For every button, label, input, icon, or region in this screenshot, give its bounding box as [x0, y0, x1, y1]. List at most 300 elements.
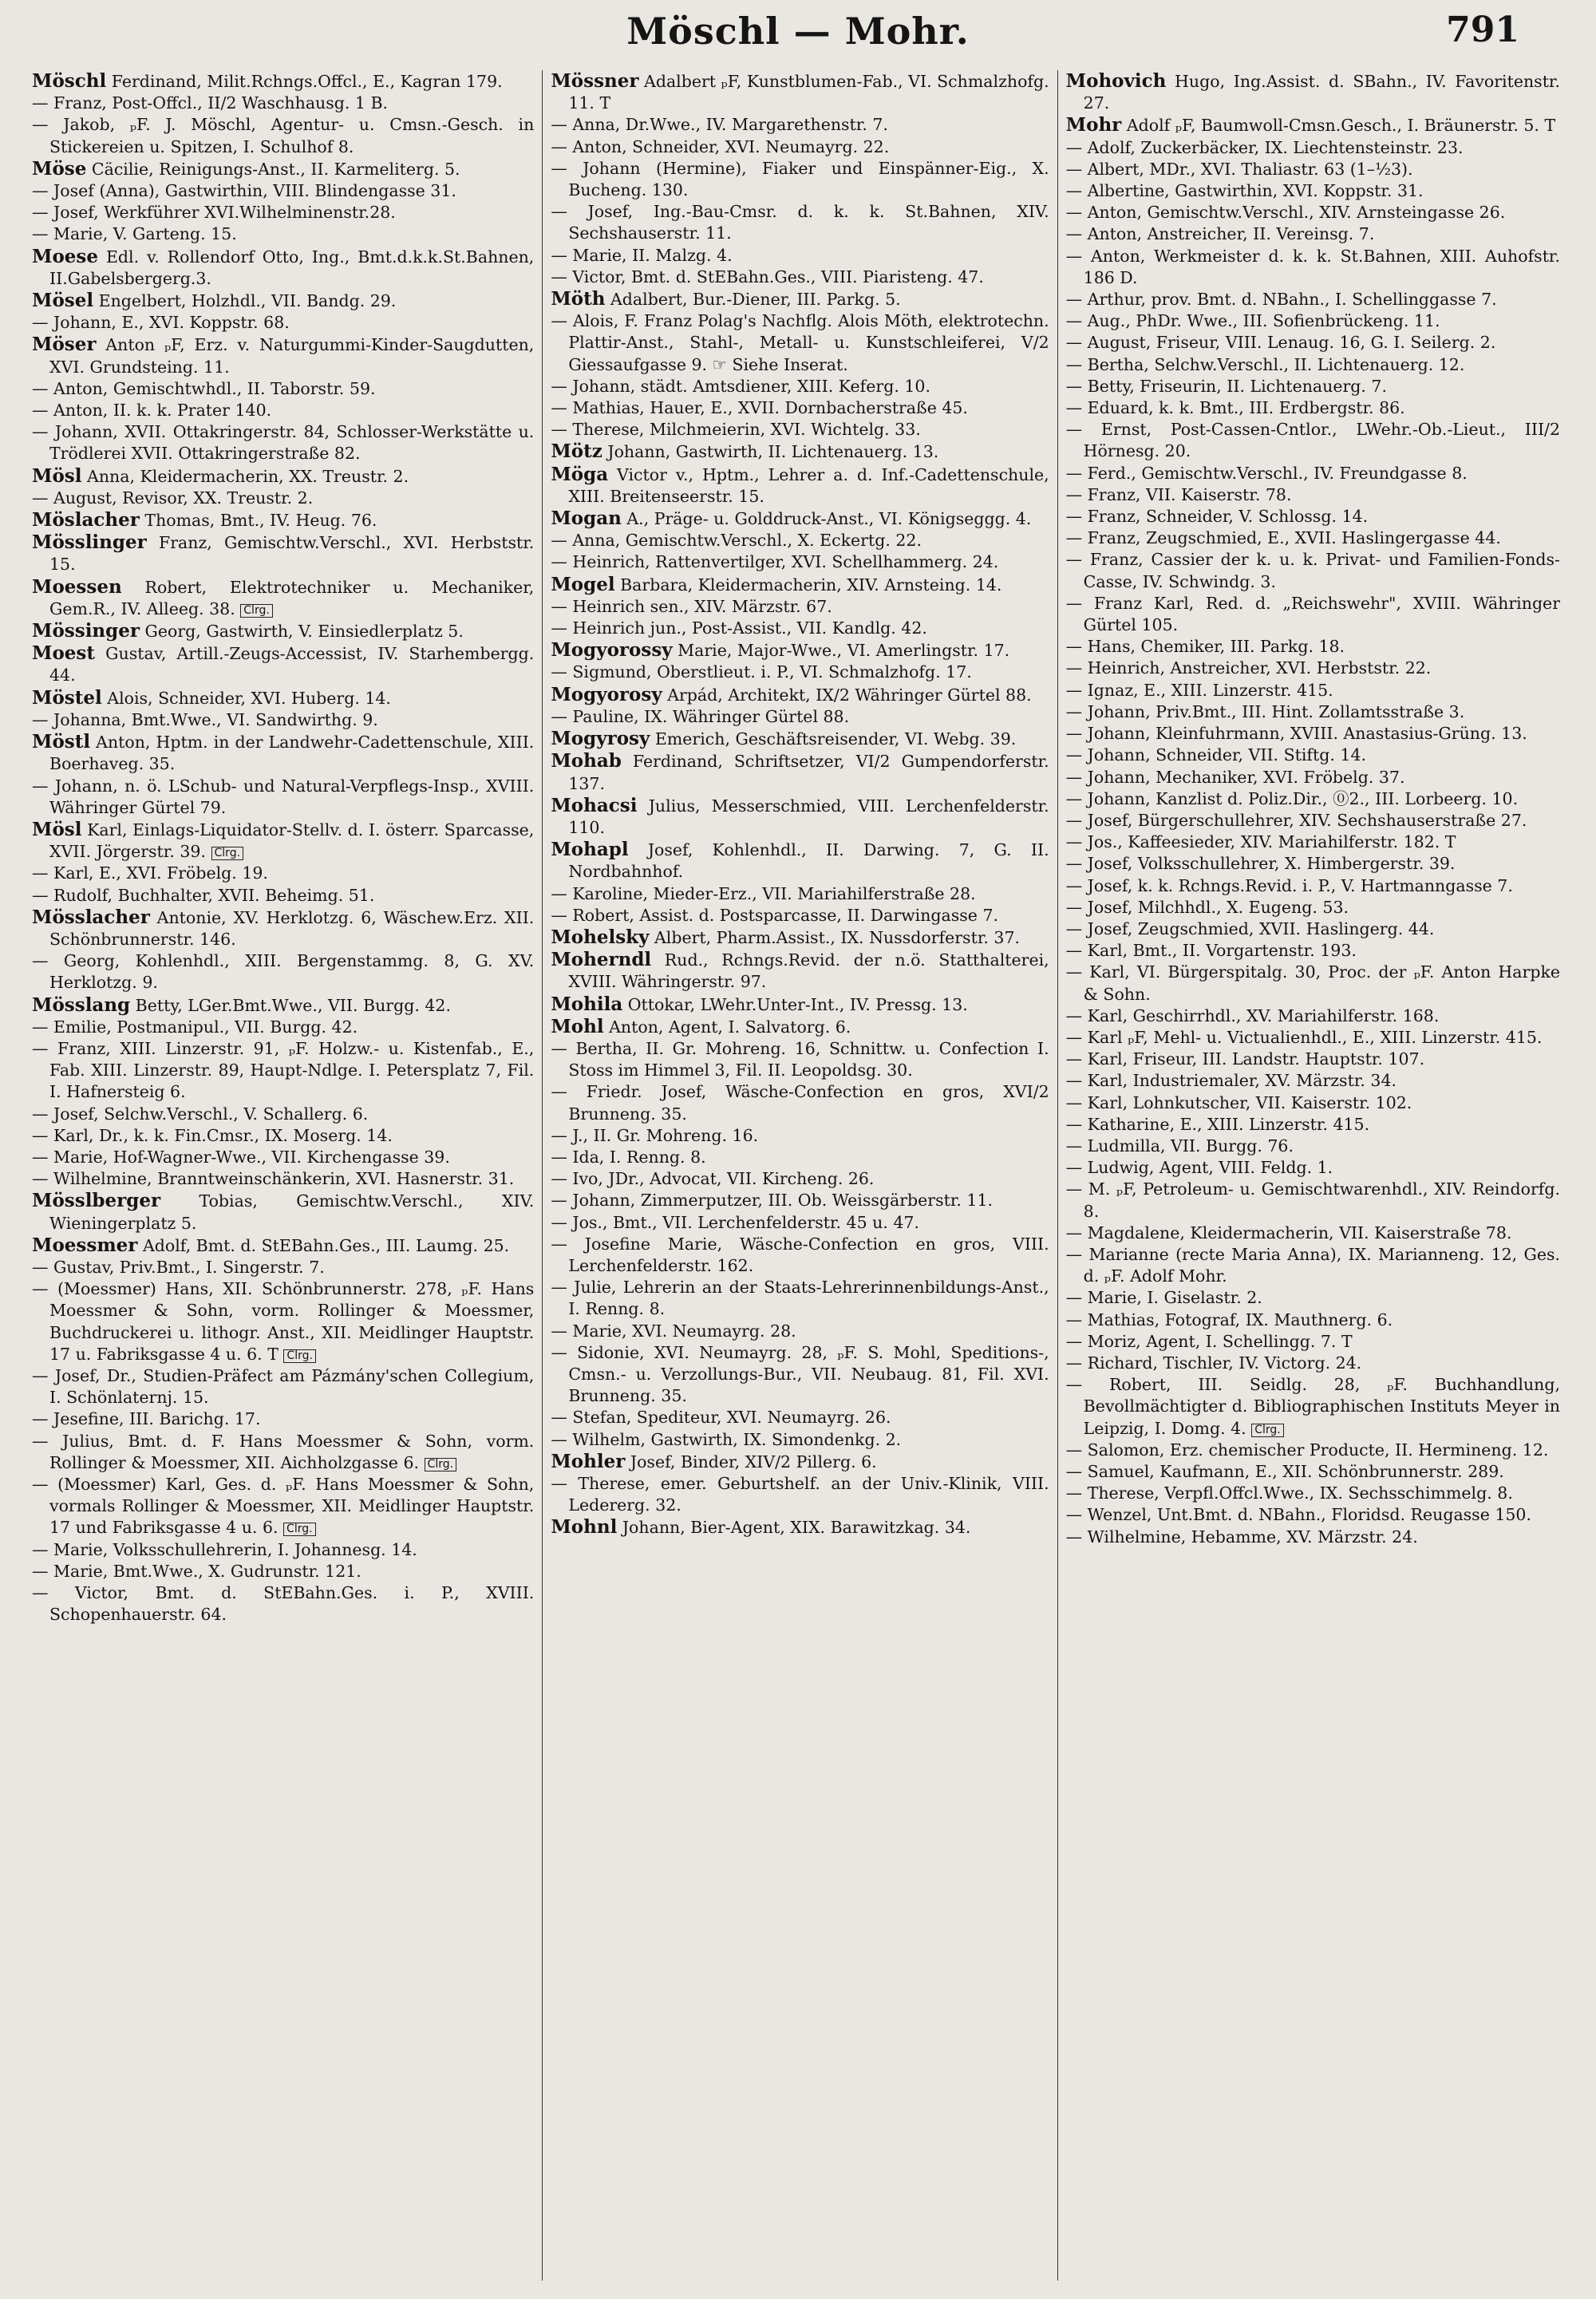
directory-entry [1066, 897, 1560, 918]
entry-text: — Ludwig, Agent, VIII. Feldg. 1. [1065, 1158, 1333, 1178]
directory-entry [32, 1104, 534, 1125]
directory-entry [551, 310, 1049, 376]
entry-text: — Marie, V. Garteng. 15. [32, 224, 237, 244]
directory-entry [551, 1407, 1049, 1428]
directory-entry [551, 530, 1049, 551]
directory-entry [551, 376, 1049, 397]
entry-surname: Mogyorosy [551, 683, 662, 705]
entry-text: — Samuel, Kaufmann, E., XII. Schönbrunnerstr. 289. [1065, 1462, 1504, 1481]
directory-entry [32, 1278, 534, 1365]
directory-entry [551, 1321, 1049, 1342]
entry-text: — Johann, städt. Amtsdiener, XIII. Keferg. 10. [551, 376, 930, 396]
entry-text: — Johann, Kleinfuhrmann, XVIII. Anastasius-Grüng. 13. [1065, 724, 1527, 744]
directory-entry [551, 949, 1049, 993]
directory-entry [1066, 527, 1560, 549]
directory-entry [551, 1212, 1049, 1234]
directory-entry [1066, 962, 1560, 1005]
directory-entry [1066, 832, 1560, 853]
directory-entry [551, 926, 1049, 949]
directory-entry [32, 731, 534, 775]
entry-text: — Josef, Volksschullehrer, X. Himbergerstr. 39. [1065, 854, 1456, 874]
entry-text: — Johann, Zimmerputzer, III. Ob. Weissgärberstr. 11. [551, 1191, 994, 1211]
directory-entry [1066, 1374, 1560, 1440]
directory-entry [32, 1408, 534, 1430]
entry-text: Adalbert, Bur.-Diener, III. Parkg. 5. [605, 290, 901, 310]
directory-entry [551, 158, 1049, 201]
entry-surname: Mohelsky [551, 926, 650, 948]
entry-surname: Mösel [32, 290, 94, 312]
entry-text: Alois, Schneider, XVI. Huberg. 14. [101, 688, 391, 708]
directory-entry [1066, 114, 1560, 136]
directory-entry [32, 1582, 534, 1625]
directory-entry [1066, 701, 1560, 723]
directory-entry [1066, 70, 1560, 114]
entry-text: — Sidonie, XVI. Neumayrg. 28, ₚF. S. Mohl, Speditions-, Cmsn.- u. Verzollungs-Bur., VII. Neubaug. 81, Fil. XVI. Brunneng. 35. [551, 1342, 1049, 1406]
entry-text: — Franz, XIII. Linzerstr. 91, ₚF. Holzw.- u. Kistenfab., E., Fab. XIII. Linzerstr. 89, Haupt-Ndlge. I. Petersplatz 7, Fil. I. Hafnersteig 6. [32, 1038, 535, 1102]
entry-text: — Sigmund, Oberstlieut. i. P., VI. Schmalzhofg. 17. [551, 662, 972, 682]
entry-text: — Alois, F. Franz Polag's Nachflg. Alois Möth, elektrotechn. Plattir-Anst., Stahl-, Metall- u. Kunstschleiferei, V/2 Giessaufgasse 9. ☞ Siehe Inserat. [551, 311, 1049, 374]
entry-text: Marie, Major-Wwe., VI. Amerlingstr. 17. [672, 641, 1010, 661]
directory-entry [551, 728, 1049, 750]
entry-text: — Karl, Lohnkutscher, VII. Kaiserstr. 102. [1065, 1092, 1412, 1112]
directory-entry [551, 1473, 1049, 1516]
directory-entry [1066, 767, 1560, 788]
entry-text: — Johann, Schneider, VII. Stiftg. 14. [1065, 745, 1367, 765]
entry-text: Julius, Messerschmied, VIII. Lerchenfelderstr. 110. [568, 796, 1049, 837]
entry-surname: Mohler [551, 1450, 626, 1472]
directory-entry [1066, 202, 1560, 223]
directory-entry [32, 202, 534, 223]
directory-entry [32, 1038, 534, 1104]
directory-entry [551, 267, 1049, 288]
entry-text: — Bertha, II. Gr. Mohreng. 16, Schnittw. u. Confection I. Stoss im Himmel 3, Fil. II. Leopoldsg. 30. [551, 1038, 1049, 1080]
entry-surname: Mohapl [551, 839, 629, 861]
entry-text: Anton, Hptm. in der Landwehr-Cadettenschule, XIII. Boerhaveg. 35. [49, 733, 535, 774]
entry-text: — Bertha, Selchw.Verschl., II. Lichtenauerg. 12. [1065, 354, 1465, 374]
entry-text: Ottokar, LWehr.Unter-Int., IV. Pressg. 13. [622, 994, 968, 1014]
entry-text: Antonie, XV. Herklotzg. 6, Wäschew.Erz. XII. Schönbrunnerstr. 146. [49, 907, 535, 949]
directory-entry [1066, 1070, 1560, 1092]
directory-columns [32, 70, 1560, 2281]
column-3 [1057, 70, 1560, 2281]
directory-entry [551, 464, 1049, 508]
entry-text: — Julie, Lehrerin an der Staats-Lehrerinnenbildungs-Anst., I. Renng. 8. [551, 1278, 1049, 1319]
entry-text: — Johann, XVII. Ottakringerstr. 84, Schlosser-Werkstätte u. Trödlerei XVII. Ottakringerstraße 82. [32, 422, 535, 464]
entry-text: — Josef, Zeugschmied, XVII. Haslingerg. 44. [1065, 918, 1435, 938]
directory-entry [1066, 506, 1560, 527]
column-2 [542, 70, 1057, 2281]
entry-text: — Josef, k. k. Rchngs.Revid. i. P., V. Hartmanngasse 7. [1065, 875, 1513, 895]
entry-text: — Victor, Bmt. d. StEBahn.Ges. i. P., XVIII. Schopenhauerstr. 64. [32, 1583, 535, 1625]
directory-entry [1066, 1179, 1560, 1222]
directory-entry [32, 378, 534, 400]
entry-surname: Mösslacher [32, 906, 150, 928]
entry-text: — Anna, Gemischtw.Verschl., X. Eckertg. 22. [551, 531, 922, 551]
directory-entry [551, 1016, 1049, 1038]
entry-text: Franz, Gemischtw.Verschl., XVI. Herbststr. 15. [49, 533, 535, 575]
entry-text: — Richard, Tischler, IV. Victorg. 24. [1065, 1353, 1362, 1373]
entry-surname: Mohab [551, 750, 622, 772]
entry-text: Robert, Elektrotechniker u. Mechaniker, Gem.R., IV. Alleeg. 38. [49, 577, 535, 618]
directory-entry [551, 905, 1049, 926]
directory-entry [1066, 1287, 1560, 1309]
directory-entry [551, 397, 1049, 419]
entry-text: — Jos., Kaffeesieder, XIV. Mariahilferstr. 182. T [1065, 832, 1456, 852]
entry-text: — Mathias, Hauer, E., XVII. Dornbacherstraße 45. [551, 398, 968, 418]
entry-text: Barbara, Kleidermacherin, XIV. Arnsteing. 14. [614, 575, 1002, 595]
entry-surname: Möga [551, 463, 609, 485]
entry-text: — Johann, E., XVI. Koppstr. 68. [32, 313, 290, 333]
directory-entry [551, 883, 1049, 905]
entry-text: — Johann, Mechaniker, XVI. Fröbelg. 37. [1065, 767, 1405, 787]
entry-text: — (Moessmer) Karl, Ges. d. ₚF. Hans Moessmer & Sohn, vormals Rollinger & Moessmer, XII. Meidlinger Hauptstr. 17 und Fabriksgasse 4 u. 6. [32, 1475, 535, 1538]
entry-text: — Ernst, Post-Cassen-Cntlor., LWehr.-Ob.-Lieut., III/2 Hörnesg. 20. [1065, 420, 1560, 461]
entry-surname: Möstl [32, 731, 91, 753]
entry-text: Emerich, Geschäftsreisender, VI. Webg. 39. [650, 729, 1017, 749]
entry-surname: Mösslberger [32, 1190, 161, 1212]
entry-text: — Ludmilla, VII. Burgg. 76. [1065, 1136, 1294, 1155]
entry-text: — Heinrich, Rattenvertilger, XVI. Schellhammerg. 24. [551, 552, 999, 572]
entry-text: — Marie, XVI. Neumayrg. 28. [551, 1321, 796, 1341]
directory-entry [32, 1017, 534, 1038]
directory-entry [1066, 940, 1560, 962]
directory-entry [32, 334, 534, 377]
directory-entry [32, 620, 534, 642]
directory-entry [1066, 918, 1560, 940]
entry-text: Engelbert, Holzhdl., VII. Bandg. 29. [93, 291, 397, 311]
entry-text: — Anton, Gemischtw.Verschl., XIV. Arnsteingasse 26. [1065, 203, 1506, 223]
directory-entry [1066, 1504, 1560, 1526]
directory-entry [32, 1257, 534, 1278]
directory-entry [551, 1342, 1049, 1408]
entry-text: — Marie, II. Malzg. 4. [551, 245, 733, 265]
directory-entry [551, 508, 1049, 530]
entry-text: — Moriz, Agent, I. Schellingg. 7. T [1065, 1331, 1353, 1351]
entry-text: Adalbert ₚF, Kunstblumen-Fab., VI. Schmalzhofg. 11. T [568, 72, 1049, 113]
entry-text: Victor v., Hptm., Lehrer a. d. Inf.-Cadettenschule, XIII. Breitenseerstr. 15. [568, 464, 1049, 506]
entry-text: — Georg, Kohlenhdl., XIII. Bergenstammg. 8, G. XV. Herklotzg. 9. [32, 951, 535, 993]
directory-entry [1066, 1114, 1560, 1136]
entry-surname: Mogel [551, 573, 615, 595]
directory-entry [1066, 463, 1560, 484]
entry-text: — Robert, III. Seidlg. 28, ₚF. Buchhandlung, Bevollmächtigter d. Bibliographischen Instituts Meyer in Leipzig, I. Domg. 4. [1065, 1375, 1560, 1438]
directory-entry [32, 950, 534, 993]
entry-text: — Ivo, JDr., Advocat, VII. Kircheng. 26. [551, 1169, 875, 1189]
entry-text: — Wilhelmine, Hebamme, XV. Märzstr. 24. [1065, 1527, 1418, 1546]
directory-entry [1066, 137, 1560, 159]
entry-surname: Mötz [551, 440, 602, 463]
directory-entry [551, 70, 1049, 114]
directory-entry [551, 245, 1049, 267]
directory-entry [32, 1431, 534, 1474]
entry-text: — Franz, Cassier der k. u. k. Privat- und Familien-Fonds-Casse, IV. Schwindg. 3. [1065, 550, 1560, 591]
directory-entry [1066, 397, 1560, 419]
entry-text: — Friedr. Josef, Wäsche-Confection en gros, XVI/2 Brunneng. 35. [551, 1082, 1049, 1124]
directory-entry [1066, 875, 1560, 897]
clearing-tag: Clrg. [240, 604, 273, 618]
directory-entry [1066, 376, 1560, 397]
entry-text: — Karl, Industriemaler, XV. Märzstr. 34. [1065, 1071, 1397, 1091]
entry-text: — Jos., Bmt., VII. Lerchenfelderstr. 45 u. 47. [551, 1212, 919, 1232]
entry-surname: Mösl [32, 464, 82, 487]
entry-text: Edl. v. Rollendorf Otto, Ing., Bmt.d.k.k.St.Bahnen, II.Gabelsbergerg.3. [49, 247, 535, 288]
entry-text: — Katharine, E., XIII. Linzerstr. 415. [1065, 1114, 1370, 1134]
directory-entry [1066, 680, 1560, 701]
entry-text: — Karl ₚF, Mehl- u. Victualienhdl., E., XIII. Linzerstr. 415. [1065, 1027, 1543, 1047]
directory-entry [1066, 289, 1560, 310]
entry-text: — Marianne (recte Maria Anna), IX. Marianneng. 12, Ges. d. ₚF. Adolf Mohr. [1065, 1244, 1560, 1286]
entry-surname: Mössner [551, 70, 639, 92]
directory-entry [551, 1147, 1049, 1168]
entry-text: — Franz, Schneider, V. Schlossg. 14. [1065, 507, 1369, 527]
entry-surname: Möslacher [32, 509, 140, 531]
directory-entry [551, 1429, 1049, 1451]
directory-entry [32, 70, 534, 93]
directory-entry [32, 93, 534, 114]
entry-surname: Moessmer [32, 1234, 138, 1256]
entry-text: — Karl, Geschirrhdl., XV. Mariahilferstr. 168. [1065, 1005, 1440, 1025]
directory-entry [551, 551, 1049, 573]
page-number: 791 [1446, 10, 1519, 50]
entry-text: — J., II. Gr. Mohreng. 16. [551, 1125, 759, 1145]
entry-text: A., Präge- u. Golddruck-Anst., VI. Königseggg. 4. [621, 509, 1032, 529]
entry-surname: Möth [551, 288, 606, 310]
clearing-tag: Clrg. [283, 1523, 316, 1536]
directory-entry [551, 596, 1049, 618]
entry-text: Albert, Pharm.Assist., IX. Nussdorferstr. 37. [649, 927, 1020, 947]
page-header [0, 6, 1596, 62]
entry-text: Betty, LGer.Bmt.Wwe., VII. Burgg. 42. [130, 995, 451, 1015]
directory-entry [32, 1539, 534, 1561]
directory-entry [32, 642, 534, 686]
directory-entry [1066, 1461, 1560, 1483]
directory-entry [1066, 1005, 1560, 1027]
entry-surname: Mohovich [1065, 70, 1167, 92]
entry-text: — Therese, emer. Geburtshelf. an der Univ.-Klinik, VIII. Ledererg. 32. [551, 1474, 1049, 1515]
directory-entry [551, 662, 1049, 683]
entry-text: — Karoline, Mieder-Erz., VII. Mariahilferstraße 28. [551, 883, 976, 903]
directory-entry [1066, 549, 1560, 592]
directory-entry [1066, 246, 1560, 289]
directory-entry [551, 684, 1049, 706]
directory-entry [551, 1234, 1049, 1277]
directory-entry [1066, 853, 1560, 875]
directory-entry [551, 1277, 1049, 1320]
entry-text: — Adolf, Zuckerbäcker, IX. Liechtensteinstr. 23. [1065, 137, 1464, 157]
entry-surname: Mösslinger [32, 531, 147, 554]
clearing-tag: Clrg. [425, 1458, 457, 1471]
directory-entry [32, 531, 534, 575]
directory-entry [1066, 1092, 1560, 1114]
entry-text: — August, Friseur, VIII. Lenaug. 16, G. I. Seilerg. 2. [1065, 333, 1496, 353]
entry-text: — Arthur, prov. Bmt. d. NBahn., I. Schellinggasse 7. [1065, 290, 1497, 310]
directory-entry [32, 907, 534, 950]
entry-text: Hugo, Ing.Assist. d. SBahn., IV. Favoritenstr. 27. [1083, 72, 1560, 113]
entry-text: Tobias, Gemischtw.Verschl., XIV. Wieningerplatz 5. [49, 1191, 535, 1233]
entry-text: — Josef, Bürgerschullehrer, XIV. Sechshauserstraße 27. [1065, 810, 1527, 830]
entry-surname: Möstel [32, 686, 102, 709]
page-title: Möschl — Mohr. [626, 10, 970, 53]
entry-text: — Wenzel, Unt.Bmt. d. NBahn., Floridsd. Reugasse 150. [1065, 1505, 1531, 1525]
directory-entry [1066, 1027, 1560, 1049]
entry-text: — Ignaz, E., XIII. Linzerstr. 415. [1065, 680, 1333, 700]
directory-entry [551, 1125, 1049, 1147]
entry-text: Adolf, Bmt. d. StEBahn.Ges., III. Laumg. 25. [137, 1235, 510, 1255]
entry-text: Arpád, Architekt, IX/2 Währinger Gürtel 88. [662, 685, 1032, 705]
directory-entry [1066, 1049, 1560, 1070]
directory-entry [32, 885, 534, 907]
entry-text: — Anton, Anstreicher, II. Vereinsg. 7. [1065, 224, 1375, 244]
entry-text: — Wilhelm, Gastwirth, IX. Simondenkg. 2. [551, 1429, 902, 1449]
entry-text: — Wilhelmine, Branntweinschänkerin, XVI. Hasnerstr. 31. [32, 1169, 515, 1189]
directory-entry [32, 509, 534, 531]
entry-text: Rud., Rchngs.Revid. der n.ö. Statthalterei, XVIII. Währingerstr. 97. [568, 950, 1049, 992]
entry-text: — Franz, VII. Kaiserstr. 78. [1065, 484, 1292, 504]
entry-text: — Pauline, IX. Währinger Gürtel 88. [551, 706, 850, 726]
directory-entry [551, 1451, 1049, 1473]
entry-text: — Marie, Bmt.Wwe., X. Gudrunstr. 121. [32, 1561, 361, 1581]
entry-text: Gustav, Artill.-Zeugs-Accessist, IV. Starhembergg. 44. [49, 644, 535, 685]
entry-surname: Mohr [1065, 114, 1122, 136]
directory-entry [1066, 593, 1560, 636]
entry-text: — Mathias, Fotograf, IX. Mauthnerg. 6. [1065, 1309, 1393, 1329]
entry-text: — Josef (Anna), Gastwirthin, VIII. Blindengasse 31. [32, 181, 456, 201]
directory-entry [1066, 1157, 1560, 1179]
clearing-tag: Clrg. [211, 847, 244, 860]
entry-text: — Johann, n. ö. LSchub- und Natural-Verpflegs-Insp., XVIII. Währinger Gürtel 79. [32, 776, 535, 817]
directory-entry [32, 576, 534, 620]
directory-entry [32, 465, 534, 488]
entry-text: — Johann, Priv.Bmt., III. Hint. Zollamtsstraße 3. [1065, 701, 1465, 721]
directory-entry [32, 488, 534, 509]
directory-entry [551, 795, 1049, 839]
entry-text: — Robert, Assist. d. Postsparcasse, II. Darwingasse 7. [551, 905, 999, 925]
entry-text: Josef, Kohlenhdl., II. Darwing. 7, G. II. Nordbahnhof. [568, 840, 1049, 882]
clearing-tag: Clrg. [1251, 1424, 1284, 1437]
directory-entry [551, 440, 1049, 463]
entry-text: — Heinrich sen., XIV. Märzstr. 67. [551, 596, 832, 616]
entry-text: — Stefan, Spediteur, XVI. Neumayrg. 26. [551, 1408, 891, 1428]
entry-text: — Marie, Volksschullehrerin, I. Johannesg. 14. [32, 1539, 417, 1559]
entry-text: — Julius, Bmt. d. F. Hans Moessmer & Sohn, vorm. Rollinger & Moessmer, XII. Aichholzgasse 6. [32, 1431, 535, 1472]
entry-text: — Therese, Verpfl.Offcl.Wwe., IX. Sechsschimmelg. 8. [1065, 1483, 1513, 1503]
entry-text: — Albert, MDr., XVI. Thaliastr. 63 (1–½3). [1065, 159, 1413, 179]
directory-entry [32, 1147, 534, 1168]
entry-text: — Anna, Dr.Wwe., IV. Margarethenstr. 7. [551, 115, 888, 135]
entry-text: — Rudolf, Buchhalter, XVII. Beheimg. 51. [32, 885, 375, 905]
entry-text: — Anton, Gemischtwhdl., II. Taborstr. 59. [32, 378, 376, 398]
entry-text: — Ferd., Gemischtw.Verschl., IV. Freundgasse 8. [1065, 463, 1468, 483]
entry-text: — (Moessmer) Hans, XII. Schönbrunnerstr. 278, ₚF. Hans Moessmer & Sohn, vorm. Rollinger & Moessmer, Buchdruckerei u. lithogr. Anst., XII. Meidlinger Hauptstr. 17 u. Fabriksgasse 4 u. 6. T [32, 1279, 535, 1364]
entry-text: — Jakob, ₚF. J. Möschl, Agentur- u. Cmsn.-Gesch. in Stickereien u. Spitzen, I. Schulhof 8. [32, 115, 535, 156]
entry-surname: Mogyorossy [551, 639, 673, 662]
directory-entry [32, 709, 534, 731]
directory-entry [1066, 1223, 1560, 1244]
directory-entry [32, 1561, 534, 1582]
directory-entry [551, 201, 1049, 244]
entry-text: Anna, Kleidermacherin, XX. Treustr. 2. [81, 466, 409, 486]
directory-entry [32, 246, 534, 290]
directory-entry [1066, 310, 1560, 332]
entry-text: Anton ₚF, Erz. v. Naturgummi-Kinder-Saugdutten, XVI. Grundsteing. 11. [49, 335, 535, 377]
directory-entry [32, 1474, 534, 1539]
entry-surname: Mohila [551, 993, 623, 1015]
entry-text: — Eduard, k. k. Bmt., III. Erdbergstr. 86. [1065, 398, 1405, 418]
entry-surname: Möser [32, 334, 97, 356]
entry-text: Johann, Gastwirth, II. Lichtenauerg. 13. [602, 442, 939, 462]
entry-text: Georg, Gastwirth, V. Einsiedlerplatz 5. [140, 622, 464, 642]
entry-text: — Josef, Selchw.Verschl., V. Schallerg. 6. [32, 1104, 369, 1124]
entry-text: — Anton, Schneider, XVI. Neumayrg. 22. [551, 136, 890, 156]
entry-text: — Gustav, Priv.Bmt., I. Singerstr. 7. [32, 1257, 325, 1277]
entry-text: — Karl, Friseur, III. Landstr. Hauptstr. 107. [1065, 1049, 1425, 1069]
directory-entry [551, 1168, 1049, 1190]
directory-entry [551, 1081, 1049, 1124]
entry-text: — Josefine Marie, Wäsche-Confection en gros, VIII. Lerchenfelderstr. 162. [551, 1234, 1049, 1275]
entry-text: — Heinrich, Anstreicher, XVI. Herbststr. 22. [1065, 658, 1432, 678]
directory-entry [551, 639, 1049, 662]
entry-text: — Ida, I. Renng. 8. [551, 1147, 706, 1167]
entry-surname: Moherndl [551, 949, 652, 971]
entry-text: Karl, Einlags-Liquidator-Stellv. d. I. österr. Sparcasse, XVII. Jörgerstr. 39. [49, 820, 535, 862]
directory-entry [32, 421, 534, 464]
entry-text: — Marie, I. Giselastr. 2. [1065, 1288, 1262, 1308]
directory-entry [32, 1365, 534, 1408]
directory-entry [32, 114, 534, 157]
entry-text: — August, Revisor, XX. Treustr. 2. [32, 488, 314, 508]
directory-entry [1066, 223, 1560, 245]
entry-text: — Therese, Milchmeierin, XVI. Wichtelg. 33. [551, 420, 921, 440]
directory-entry [1066, 1527, 1560, 1548]
entry-text: Josef, Binder, XIV/2 Pillerg. 6. [625, 1452, 877, 1471]
entry-text: — Hans, Chemiker, III. Parkg. 18. [1065, 637, 1345, 657]
directory-entry [1066, 1440, 1560, 1461]
entry-surname: Mogan [551, 508, 622, 530]
entry-text: — Karl, VI. Bürgerspitalg. 30, Proc. der ₚF. Anton Harpke & Sohn. [1065, 962, 1560, 1004]
directory-entry [32, 400, 534, 421]
clearing-tag: Clrg. [283, 1349, 316, 1363]
entry-surname: Mösl [32, 818, 82, 840]
entry-surname: Mösslang [32, 993, 131, 1016]
entry-surname: Mohl [551, 1015, 604, 1037]
directory-entry [551, 1190, 1049, 1211]
directory-entry [1066, 1353, 1560, 1374]
directory-entry [32, 1168, 534, 1190]
entry-surname: Mössinger [32, 620, 140, 642]
entry-surname: Mogyrosy [551, 728, 650, 750]
directory-entry [1066, 1483, 1560, 1504]
directory-entry [1066, 1331, 1560, 1353]
entry-surname: Moessen [32, 575, 122, 598]
entry-surname: Möse [32, 157, 87, 180]
directory-entry [551, 1038, 1049, 1081]
entry-text: — M. ₚF, Petroleum- u. Gemischtwarenhdl., XIV. Reindorfg. 8. [1065, 1179, 1560, 1221]
directory-entry [32, 687, 534, 709]
directory-entry [1066, 332, 1560, 354]
entry-text: Anton, Agent, I. Salvatorg. 6. [603, 1017, 851, 1037]
directory-entry [32, 158, 534, 180]
directory-entry [32, 180, 534, 202]
entry-text: Adolf ₚF, Baumwoll-Cmsn.Gesch., I. Bräunerstr. 5. T [1121, 116, 1556, 136]
entry-text: — Heinrich jun., Post-Assist., VII. Kandlg. 42. [551, 618, 927, 638]
entry-text: — Karl, Dr., k. k. Fin.Cmsr., IX. Moserg. 14. [32, 1125, 393, 1145]
entry-text: — Albertine, Gastwirthin, XVI. Koppstr. 31. [1065, 181, 1424, 201]
directory-entry [551, 839, 1049, 883]
entry-text: Ferdinand, Schriftsetzer, VI/2 Gumpendorferstr. 137. [568, 752, 1049, 793]
entry-surname: Moest [32, 642, 96, 665]
directory-entry [32, 776, 534, 819]
entry-text: — Victor, Bmt. d. StEBahn.Ges., VIII. Piaristeng. 47. [551, 267, 984, 286]
